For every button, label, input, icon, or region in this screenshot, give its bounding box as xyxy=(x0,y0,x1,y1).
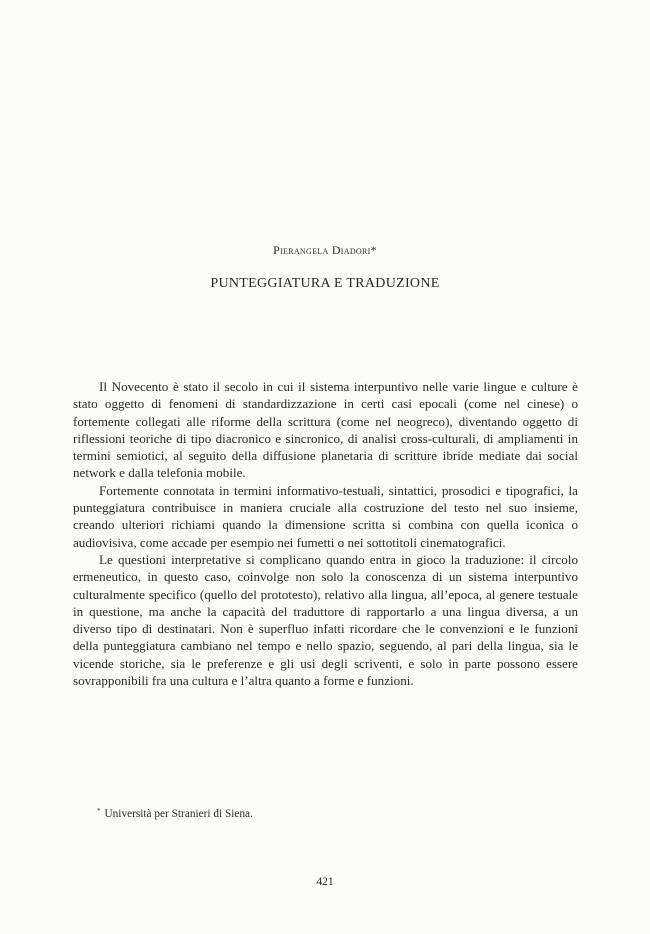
body-text xyxy=(73,378,578,689)
footnote-marker: * xyxy=(97,807,101,815)
paragraph: Fortemente connotata in termini informativo-testuali, sintattici, prosodici e tipografici, la punteggiatura contribuisce in maniera cruciale alla costruzione del testo nel suo insieme, creando ulteriori richiami quando la dimensione scritta si combina con quella iconica o audiovisiva, come accade per esempio nei fumetti o nei sottotitoli cinematografici. xyxy=(73,482,578,550)
footnote-text: Università per Stranieri di Siena. xyxy=(104,808,253,820)
author-name: Pierangela Diadori* xyxy=(273,243,377,257)
page-number: 421 xyxy=(316,876,334,888)
footnote xyxy=(97,807,253,820)
article-title: PUNTEGGIATURA E TRADUZIONE xyxy=(210,276,440,291)
paragraph: Il Novecento è stato il secolo in cui il sistema interpuntivo nelle varie lingue e culture è stato oggetto di fenomeni di standardizzazione in certi casi epocali (come nel cinese) o fortemente collegati alle riforme della scrittura (come nel neogreco), diventando oggetto di riflessioni teoriche di tipo diacronico e sincronico, di analisi cross-culturali, di ampliamenti in termini semiotici, al seguito della diffusione planetaria di scritture ibride mediate dai social network e dalla telefonia mobile. xyxy=(73,379,578,481)
paragraph: Le questioni interpretative si complicano quando entra in gioco la traduzione: il circolo ermeneutico, in questo caso, coinvolge non solo la conoscenza di un sistema interpuntivo culturalmente specifico (quello del prototesto), relativo alla lingua, all’epoca, al genere testuale in questione, ma anche la capacità del traduttore di rapportarlo a una lingua diversa, a un diverso tipo di destinatari. Non è superfluo infatti ricordare che le convenzioni e le funzioni della punteggiatura cambiano nel tempo e nello spazio, seguendo, al pari della lingua, sia le vicende storiche, sia le preferenze e gli usi degli scriventi, e solo in parte possono essere sovrapponibili fra una cultura e l’altra quanto a forme e funzioni. xyxy=(73,551,578,689)
